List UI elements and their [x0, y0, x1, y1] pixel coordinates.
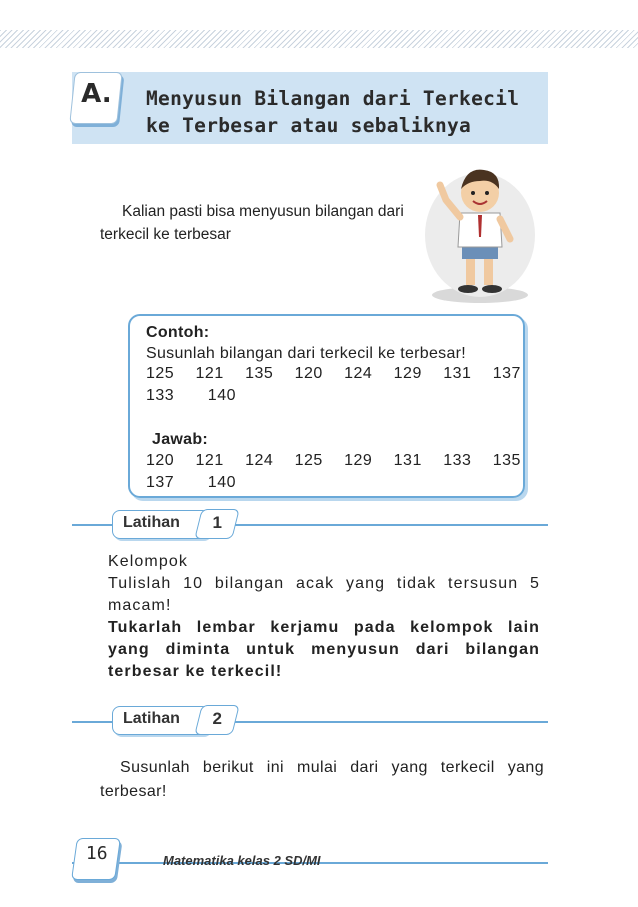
latihan-2-label: Latihan — [123, 710, 180, 727]
example-label: Contoh: — [146, 324, 210, 341]
number-item: 140 — [207, 474, 236, 491]
answer-numbers-row2 — [146, 474, 236, 492]
latihan-2-text-content: Susunlah berikut ini mulai dari yang terkecil yang terbesar! — [100, 759, 544, 800]
example-numbers-row1 — [146, 365, 521, 383]
decorative-hatch-strip — [0, 30, 638, 48]
number-item: 131 — [393, 452, 422, 469]
latihan-2-number: 2 — [212, 709, 222, 728]
answer-numbers-row1 — [146, 452, 521, 470]
number-item: 129 — [393, 365, 422, 382]
latihan-2-text — [100, 756, 544, 804]
latihan-1-line1: Kelompok — [108, 553, 188, 570]
section-badge-label: A. — [81, 79, 112, 109]
example-numbers-row2 — [146, 387, 236, 405]
number-item: 140 — [207, 387, 236, 404]
number-item: 120 — [146, 452, 175, 469]
example-instruction: Susunlah bilangan dari terkecil ke terbesar! — [146, 345, 467, 362]
section-badge — [69, 72, 122, 124]
number-item: 125 — [294, 452, 323, 469]
intro-text — [100, 200, 430, 246]
latihan-1-bold-text: Tukarlah lembar kerjamu pada kelompok lain yang diminta untuk menyusun dari bilangan terbesar ke terkecil! — [108, 619, 540, 680]
latihan-1-number: 1 — [212, 513, 222, 532]
number-item: 135 — [245, 365, 274, 382]
intro-text-content: Kalian pasti bisa menyusun bilangan dari terkecil ke terbesar — [100, 203, 404, 243]
number-item: 133 — [146, 387, 175, 404]
book-title: Matematika kelas 2 SD/MI — [163, 853, 321, 868]
page-number-badge — [71, 838, 121, 880]
number-item: 120 — [294, 365, 323, 382]
number-item: 121 — [195, 365, 224, 382]
answer-label: Jawab: — [152, 431, 209, 448]
number-item: 137 — [146, 474, 175, 491]
number-item: 133 — [443, 452, 472, 469]
latihan-1-line2: Tulislah 10 bilangan acak yang tidak tersusun 5 macam! — [108, 575, 540, 614]
number-item: 135 — [492, 452, 521, 469]
number-item: 124 — [344, 365, 373, 382]
number-item: 125 — [146, 365, 175, 382]
boy-waving-illustration — [418, 155, 543, 305]
latihan-2-number-badge — [194, 705, 239, 735]
number-item: 124 — [245, 452, 274, 469]
latihan-1-number-badge — [194, 509, 239, 539]
latihan-1-label: Latihan — [123, 514, 180, 531]
number-item: 131 — [443, 365, 472, 382]
number-item: 137 — [492, 365, 521, 382]
page-number: 16 — [85, 843, 108, 864]
section-title: Menyusun Bilangan dari Terkecil ke Terbesar atau sebaliknya — [146, 87, 520, 137]
number-item: 129 — [344, 452, 373, 469]
number-item: 121 — [195, 452, 224, 469]
